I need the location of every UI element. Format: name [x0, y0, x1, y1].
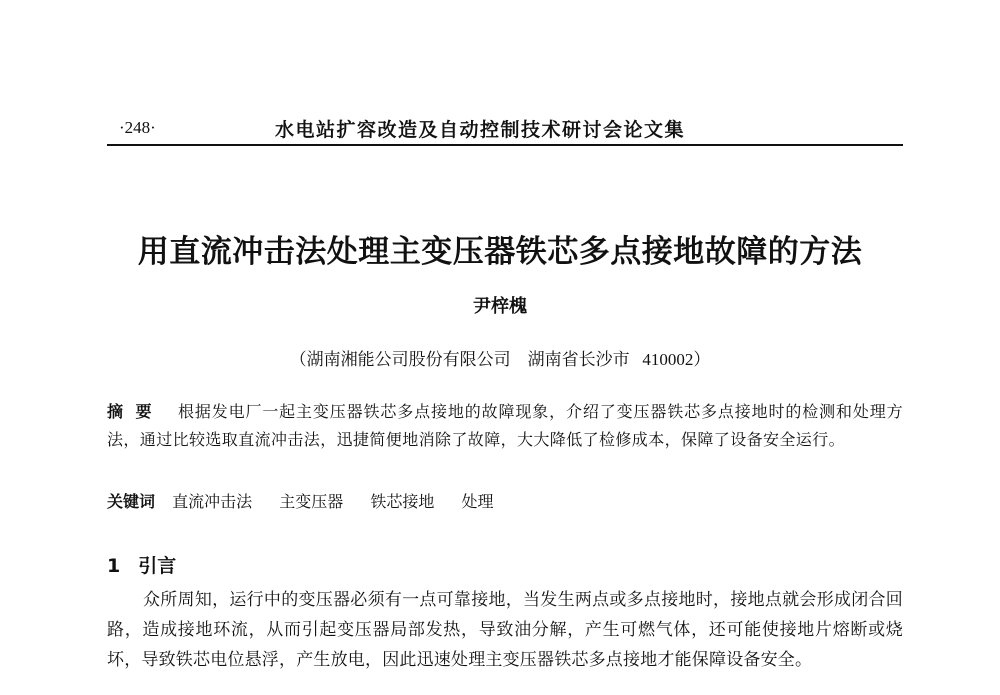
author-affiliation: （湖南湘能公司股份有限公司 湖南省长沙市 410002）	[289, 350, 711, 369]
paper-title: 用直流冲击法处理主变压器铁芯多点接地故障的方法	[137, 234, 863, 270]
body-paragraph: 众所周知，运行中的变压器必须有一点可靠接地，当发生两点或多点接地时，接地点就会形成闭合回路，造成接地环流，从而引起变压器局部发热，导致油分解，产生可燃气体，还可能使接地片熔断或烧坏，导致铁芯电位悬浮，产生放电，因此迅速处理主变压器铁芯多点接地才能保障设备安全。	[107, 590, 903, 670]
keyword-item: 直流冲击法	[172, 492, 253, 511]
running-header	[107, 114, 903, 146]
section-heading	[107, 551, 176, 578]
abstract	[107, 398, 903, 454]
keyword-item: 处理	[461, 492, 494, 511]
section-number: 1	[107, 555, 121, 577]
section-title: 引言	[138, 555, 177, 577]
author-name: 尹梓槐	[473, 296, 527, 317]
abstract-label: 摘要	[107, 402, 164, 421]
keyword-item: 铁芯接地	[370, 492, 435, 511]
abstract-text: 根据发电厂一起主变压器铁芯多点接地的故障现象，介绍了变压器铁芯多点接地时的检测和处理方法，通过比较选取直流冲击法，迅捷简便地消除了故障，大大降低了检修成本，保障了设备安全运行。	[107, 402, 903, 449]
journal-title: 水电站扩容改造及自动控制技术研讨会论文集	[275, 119, 686, 141]
keywords	[107, 488, 903, 516]
keywords-label: 关键词	[107, 492, 156, 511]
page-number: ·248·	[119, 118, 156, 137]
keyword-item: 主变压器	[279, 492, 344, 511]
